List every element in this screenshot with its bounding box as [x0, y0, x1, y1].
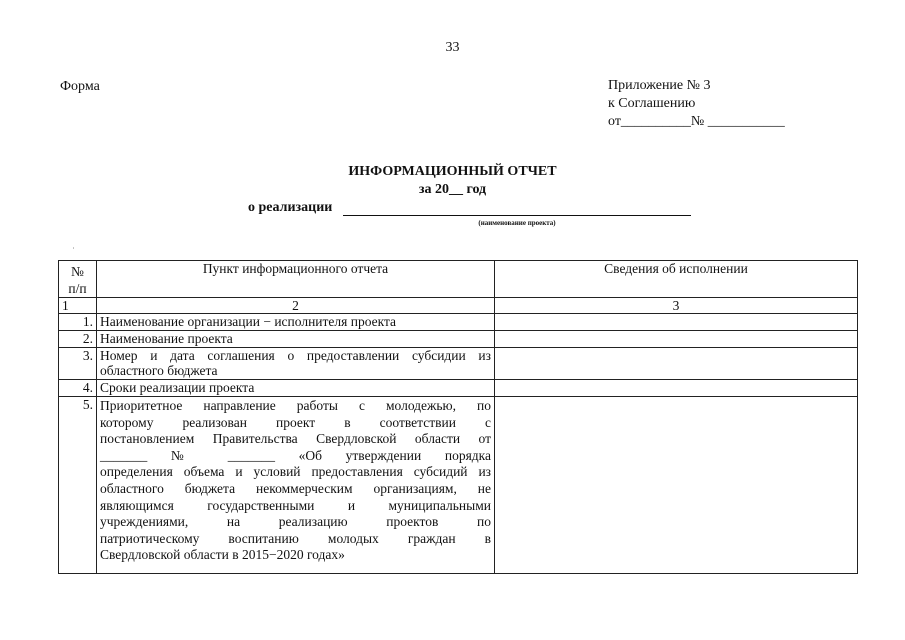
row-info[interactable]: [495, 397, 858, 574]
row-number: 1.: [59, 314, 97, 331]
row-number: 2.: [59, 331, 97, 348]
row-item-line: постановлением Правительства Свердловской области от: [100, 431, 491, 447]
report-year: за 20__ год: [418, 182, 487, 197]
table-row: [59, 397, 858, 574]
project-line-label: о реализации: [248, 200, 333, 215]
row-item-line: патриотическому воспитанию молодых граждан в: [100, 530, 491, 546]
header-item: Пункт информационного отчета: [97, 261, 495, 298]
table-header-row: [59, 261, 858, 298]
table-row: [59, 314, 858, 331]
row-item-line: Номер и дата соглашения о предоставлении субсидии из: [100, 348, 491, 363]
row-info[interactable]: [495, 380, 858, 397]
row-item-line: которому реализован проект в соответствии с: [100, 414, 491, 430]
row-item: Сроки реализации проекта: [97, 380, 495, 397]
appendix-reference: к Соглашению: [608, 96, 696, 111]
row-item: [97, 348, 495, 380]
header-num: № п/п: [59, 261, 97, 298]
row-info[interactable]: [495, 314, 858, 331]
row-info[interactable]: [495, 348, 858, 380]
project-name-hint: (наименование проекта): [478, 219, 556, 227]
row-item-line: учреждениями, на реализацию проектов по: [100, 514, 491, 530]
col-number-1: 1: [59, 298, 97, 314]
row-item-line: _______ № _______ «Об утверждении порядка: [100, 447, 491, 463]
col-number-2: 2: [97, 298, 495, 314]
row-number: 5.: [59, 397, 97, 574]
project-name-blank: [343, 215, 691, 216]
appendix-title: Приложение № 3: [608, 78, 711, 93]
report-title: ИНФОРМАЦИОННЫЙ ОТЧЕТ: [348, 164, 557, 179]
row-item-line: областного бюджета: [100, 363, 218, 378]
table-row: [59, 380, 858, 397]
row-item: Наименование организации − исполнителя проекта: [97, 314, 495, 331]
scan-speck: ˙: [72, 246, 75, 256]
row-item-line: являющимся государственными и муниципальными: [100, 497, 491, 513]
report-table: [58, 260, 858, 574]
appendix-date-number: от__________№ ___________: [608, 114, 785, 129]
col-number-3: 3: [495, 298, 858, 314]
row-info[interactable]: [495, 331, 858, 348]
row-item: [97, 397, 495, 574]
header-info: Сведения об исполнении: [495, 261, 858, 298]
row-item-line: областного бюджета некоммерческим организациям, не: [100, 480, 491, 496]
row-item-line: определения объема и условий предоставления субсидий из: [100, 464, 491, 480]
row-item-line: Свердловской области в 2015−2020 годах»: [100, 547, 345, 563]
row-number: 3.: [59, 348, 97, 380]
row-item-line: Приоритетное направление работы с молодежью, по: [100, 398, 491, 413]
table-row: [59, 348, 858, 380]
column-number-row: [59, 298, 858, 314]
row-number: 4.: [59, 380, 97, 397]
row-item: Наименование проекта: [97, 331, 495, 348]
form-label: Форма: [60, 79, 100, 94]
table-row: [59, 331, 858, 348]
page-number: 33: [445, 40, 460, 55]
